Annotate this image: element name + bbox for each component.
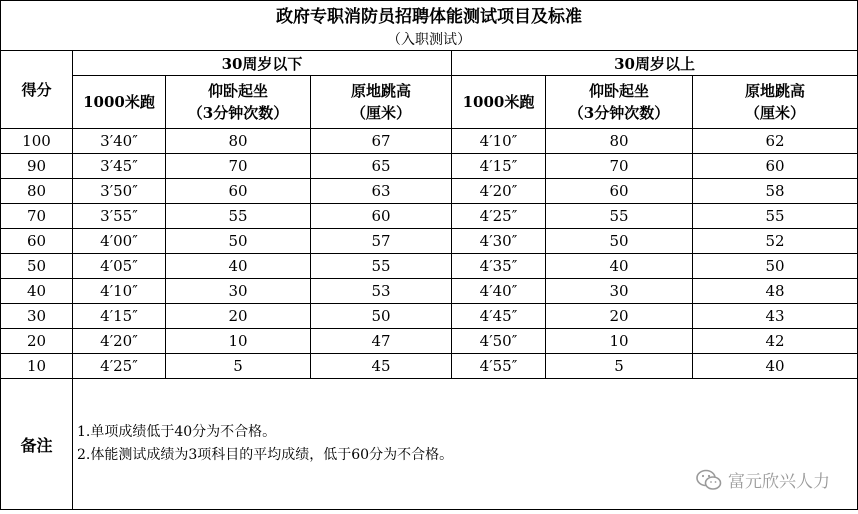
- subtitle-row: [1, 28, 858, 51]
- table-row: [1, 204, 858, 229]
- title-row: [1, 1, 858, 29]
- col-run-label: 1000米跑: [462, 93, 535, 111]
- cell-o-run: 4′20″: [452, 179, 546, 204]
- cell-score: 30: [1, 304, 73, 329]
- watermark-text: 富元欣兴人力: [728, 472, 830, 492]
- cell-o-situp: 5: [546, 354, 693, 379]
- cell-u-situp: 30: [166, 279, 311, 304]
- cell-o-run: 4′30″: [452, 229, 546, 254]
- cell-o-situp: 60: [546, 179, 693, 204]
- cell-o-run: 4′10″: [452, 129, 546, 154]
- cell-o-situp: 30: [546, 279, 693, 304]
- table-subtitle: （入职测试）: [1, 28, 858, 51]
- cell-u-situp: 60: [166, 179, 311, 204]
- cell-o-situp: 50: [546, 229, 693, 254]
- cell-o-jump: 40: [693, 354, 858, 379]
- column-header-row: [1, 76, 858, 129]
- col-situp-over: [546, 76, 693, 129]
- cell-o-situp: 10: [546, 329, 693, 354]
- cell-score: 40: [1, 279, 73, 304]
- cell-o-run: 4′40″: [452, 279, 546, 304]
- cell-u-jump: 50: [311, 304, 452, 329]
- cell-score: 60: [1, 229, 73, 254]
- col-jump-label: 原地跳高: [745, 82, 806, 100]
- cell-o-jump: 43: [693, 304, 858, 329]
- col-run-label: 1000米跑: [83, 93, 155, 111]
- cell-u-jump: 63: [311, 179, 452, 204]
- cell-u-situp: 70: [166, 154, 311, 179]
- cell-score: 90: [1, 154, 73, 179]
- cell-u-jump: 53: [311, 279, 452, 304]
- cell-o-run: 4′15″: [452, 154, 546, 179]
- cell-u-situp: 10: [166, 329, 311, 354]
- cell-u-situp: 5: [166, 354, 311, 379]
- cell-o-jump: 60: [693, 154, 858, 179]
- cell-u-jump: 67: [311, 129, 452, 154]
- cell-u-run: 3′50″: [73, 179, 166, 204]
- cell-o-situp: 80: [546, 129, 693, 154]
- table-row: [1, 229, 858, 254]
- col-jump-unit: （厘米）: [745, 104, 806, 122]
- cell-u-jump: 45: [311, 354, 452, 379]
- cell-o-jump: 42: [693, 329, 858, 354]
- cell-u-situp: 80: [166, 129, 311, 154]
- col-run-over: [452, 76, 546, 129]
- cell-u-run: 4′20″: [73, 329, 166, 354]
- notes-label: 备注: [1, 379, 73, 510]
- group-header-row: [1, 51, 858, 76]
- cell-score: 50: [1, 254, 73, 279]
- col-jump-under: [311, 76, 452, 129]
- col-situp-label: 仰卧起坐: [207, 82, 268, 100]
- cell-u-situp: 50: [166, 229, 311, 254]
- table-row: [1, 354, 858, 379]
- group-under-30: 30周岁以下: [73, 51, 452, 76]
- cell-o-situp: 20: [546, 304, 693, 329]
- cell-score: 10: [1, 354, 73, 379]
- cell-u-run: 3′40″: [73, 129, 166, 154]
- cell-o-situp: 70: [546, 154, 693, 179]
- cell-u-run: 3′55″: [73, 204, 166, 229]
- col-situp-unit: （3分钟次数）: [568, 104, 670, 122]
- col-jump-over: [693, 76, 858, 129]
- col-situp-label: 仰卧起坐: [588, 82, 649, 100]
- group-over-30: 30周岁以上: [452, 51, 858, 76]
- cell-u-situp: 20: [166, 304, 311, 329]
- score-rows: [1, 129, 858, 379]
- cell-o-jump: 55: [693, 204, 858, 229]
- cell-o-run: 4′55″: [452, 354, 546, 379]
- cell-o-run: 4′50″: [452, 329, 546, 354]
- table-row: [1, 254, 858, 279]
- table-row: [1, 279, 858, 304]
- cell-o-jump: 52: [693, 229, 858, 254]
- cell-u-situp: 55: [166, 204, 311, 229]
- cell-o-situp: 55: [546, 204, 693, 229]
- note-line-1: 1.单项成绩低于40分为不合格。: [77, 424, 277, 440]
- cell-o-jump: 50: [693, 254, 858, 279]
- note-line-2: 2.体能测试成绩为3项科目的平均成绩，低于60分为不合格。: [77, 447, 454, 463]
- cell-score: 70: [1, 204, 73, 229]
- cell-u-run: 3′45″: [73, 154, 166, 179]
- wechat-icon: [696, 469, 722, 491]
- cell-o-run: 4′35″: [452, 254, 546, 279]
- cell-o-situp: 40: [546, 254, 693, 279]
- cell-u-run: 4′10″: [73, 279, 166, 304]
- cell-o-run: 4′25″: [452, 204, 546, 229]
- cell-u-run: 4′15″: [73, 304, 166, 329]
- cell-u-run: 4′25″: [73, 354, 166, 379]
- cell-score: 100: [1, 129, 73, 154]
- col-situp-under: [166, 76, 311, 129]
- cell-score: 80: [1, 179, 73, 204]
- table-title: 政府专职消防员招聘体能测试项目及标准: [1, 1, 858, 29]
- cell-u-jump: 55: [311, 254, 452, 279]
- table-row: [1, 304, 858, 329]
- cell-u-jump: 47: [311, 329, 452, 354]
- cell-u-jump: 60: [311, 204, 452, 229]
- col-jump-label: 原地跳高: [350, 82, 411, 100]
- table-row: [1, 129, 858, 154]
- col-situp-unit: （3分钟次数）: [187, 104, 289, 122]
- cell-u-run: 4′05″: [73, 254, 166, 279]
- table-row: [1, 329, 858, 354]
- score-header: 得分: [1, 51, 73, 129]
- table-row: [1, 154, 858, 179]
- col-jump-unit: （厘米）: [350, 104, 411, 122]
- cell-u-situp: 40: [166, 254, 311, 279]
- cell-u-jump: 65: [311, 154, 452, 179]
- cell-score: 20: [1, 329, 73, 354]
- cell-u-run: 4′00″: [73, 229, 166, 254]
- cell-u-jump: 57: [311, 229, 452, 254]
- watermark: [696, 467, 830, 492]
- table-row: [1, 179, 858, 204]
- cell-o-jump: 62: [693, 129, 858, 154]
- col-run-under: [73, 76, 166, 129]
- cell-o-jump: 48: [693, 279, 858, 304]
- cell-o-jump: 58: [693, 179, 858, 204]
- cell-o-run: 4′45″: [452, 304, 546, 329]
